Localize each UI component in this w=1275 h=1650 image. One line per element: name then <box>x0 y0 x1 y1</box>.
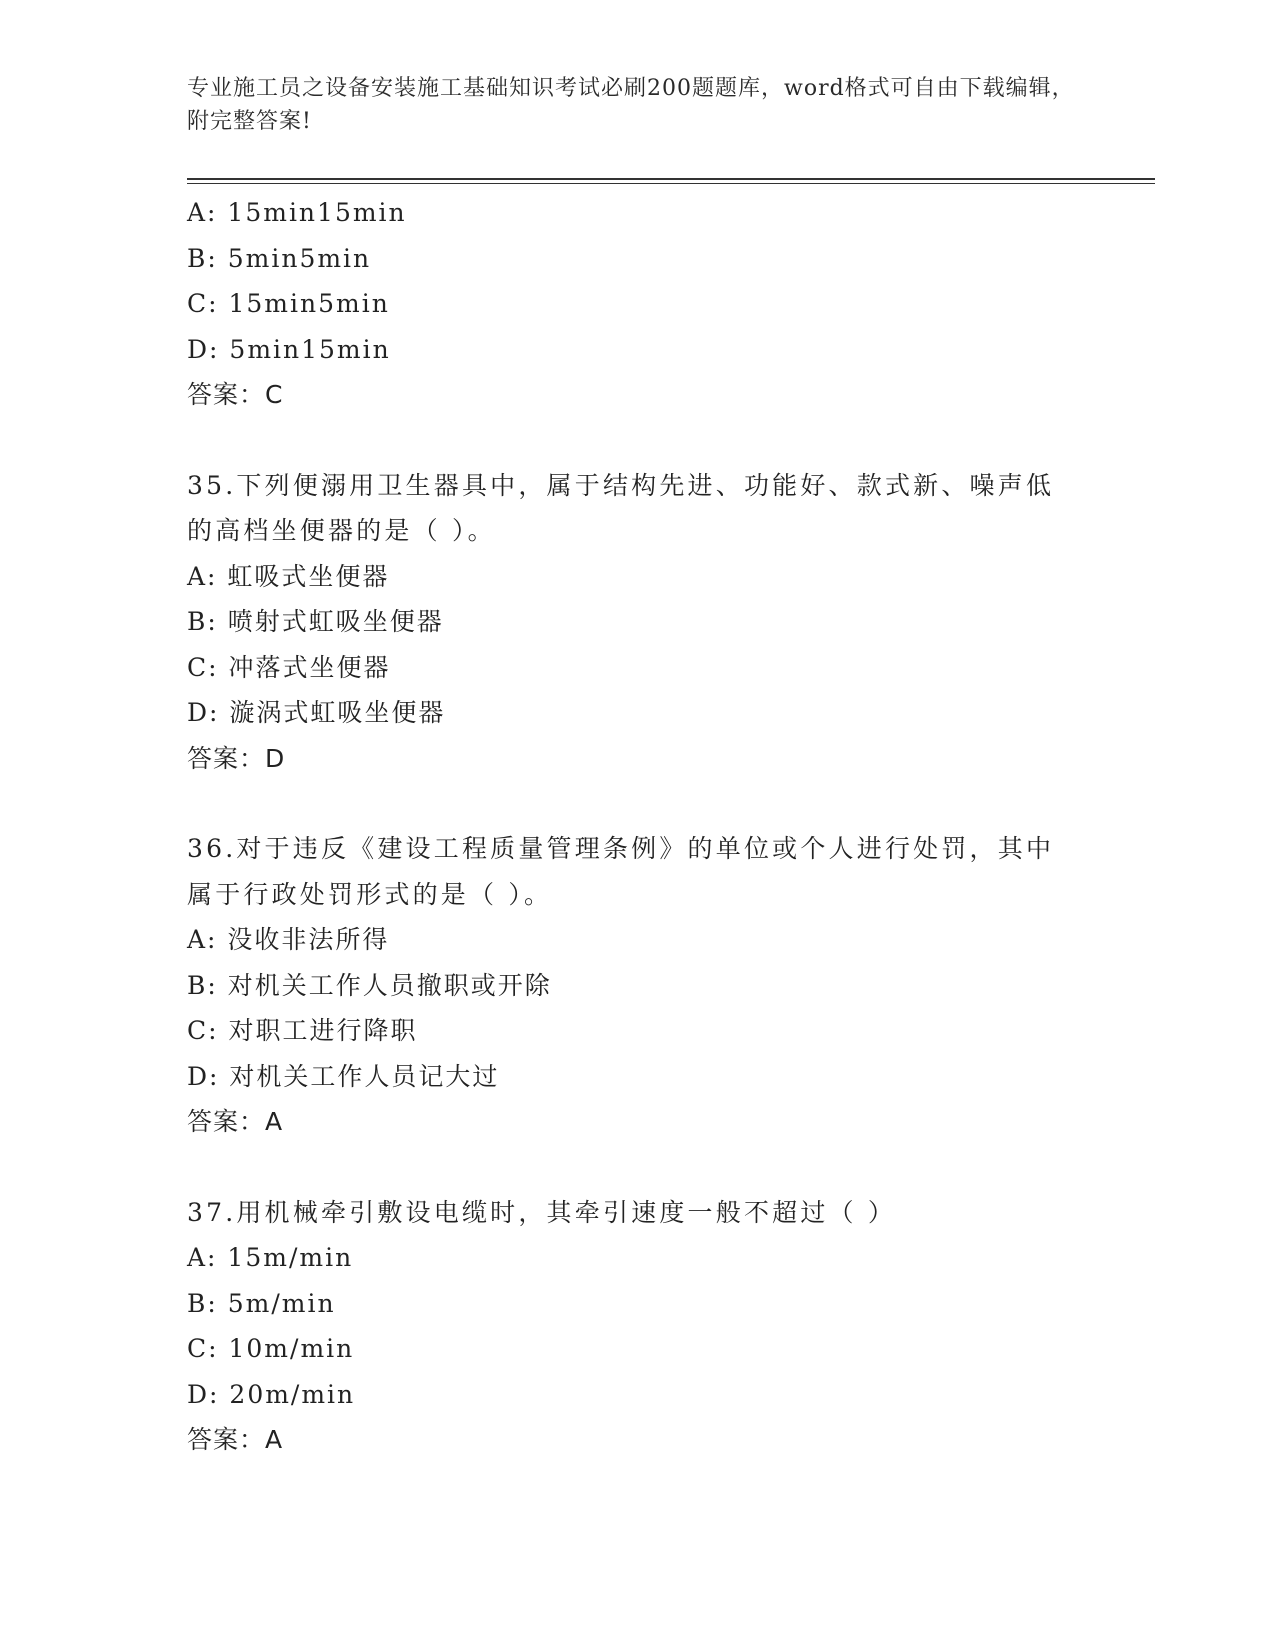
spacer <box>187 781 1087 826</box>
answer-line: 答案：D <box>187 743 286 773</box>
option-b: B: 喷射式虹吸坐便器 <box>187 607 444 636</box>
header-divider <box>187 178 1155 184</box>
option-c: C: 10m/min <box>187 1334 355 1363</box>
option-c: C: 15min5min <box>187 289 390 318</box>
option-c: C: 冲落式坐便器 <box>187 652 391 682</box>
question-stem: 35.下列便溺用卫生器具中，属于结构先进、功能好、款式新、噪声低的高档坐便器的是（ ）。 <box>187 470 1055 545</box>
answer-line: 答案：A <box>187 1425 284 1454</box>
option-a: A: 没收非法所得 <box>187 925 390 954</box>
option-a: A: 虹吸式坐便器 <box>187 561 390 591</box>
page-header: 专业施工员之设备安装施工基础知识考试必刷200题题库，word格式可自由下载编辑，附完整答案! <box>187 76 1075 134</box>
option-d: D: 5min15min <box>187 334 391 364</box>
option-c: C: 对职工进行降职 <box>187 1016 418 1045</box>
option-b: B: 5m/min <box>187 1288 336 1318</box>
option-b: B: 5min5min <box>187 243 372 273</box>
question-34-continued <box>187 190 1087 418</box>
question-37 <box>187 1190 1087 1463</box>
question-stem: 37.用机械牵引敷设电缆时，其牵引速度一般不超过（ ） <box>187 1197 897 1227</box>
option-b: B: 对机关工作人员撤职或开除 <box>187 970 552 1000</box>
question-stem: 36.对于违反《建设工程质量管理条例》的单位或个人进行处罚，其中属于行政处罚形式的是（ ）。 <box>187 834 1055 909</box>
answer-line: 答案：C <box>187 380 284 409</box>
question-36 <box>187 826 1087 1145</box>
spacer <box>187 418 1087 463</box>
answer-line: 答案：A <box>187 1107 284 1136</box>
question-35 <box>187 463 1087 782</box>
option-d: D: 漩涡式虹吸坐便器 <box>187 698 446 727</box>
option-a: A: 15min15min <box>187 198 407 227</box>
option-d: D: 20m/min <box>187 1379 356 1409</box>
question-list <box>187 190 1087 1463</box>
spacer <box>187 1145 1087 1190</box>
option-a: A: 15m/min <box>187 1243 354 1272</box>
option-d: D: 对机关工作人员记大过 <box>187 1061 500 1091</box>
